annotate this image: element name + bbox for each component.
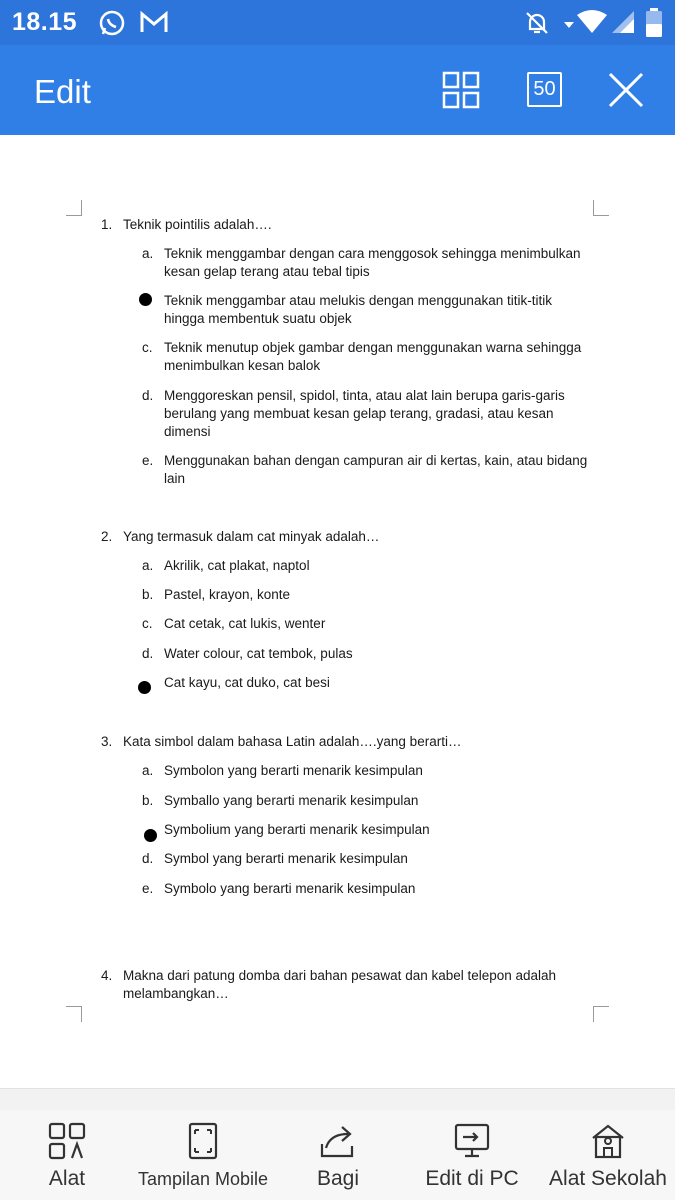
status-bar (0, 0, 675, 45)
answer-mark (139, 293, 152, 306)
school-tools-button[interactable] (544, 1110, 672, 1200)
page-count-button[interactable] (527, 72, 562, 107)
data-arrows-icon (563, 14, 575, 37)
margin-corner-bottom-left (66, 1006, 82, 1022)
question-2-option-a (142, 557, 592, 575)
option-text: Menggunakan bahan dengan campuran air di kertas, kain, atau bidang lain (164, 453, 588, 486)
mobile-view-icon (187, 1122, 219, 1160)
close-button[interactable] (606, 70, 646, 110)
option-text: Akrilik, cat plakat, naptol (164, 558, 310, 573)
margin-corner-top-right (593, 200, 609, 216)
margin-corner-bottom-right (593, 1006, 609, 1022)
question-1-option-b (142, 292, 592, 328)
question-1-option-d (142, 387, 592, 441)
question-1-option-a (142, 245, 592, 281)
option-letter: a. (142, 763, 154, 778)
school-tools-label: Alat Sekolah (549, 1167, 667, 1190)
edit-on-pc-button[interactable] (418, 1110, 526, 1200)
option-text: Symballo yang berarti menarik kesimpulan (164, 793, 419, 808)
gmail-icon (139, 10, 169, 39)
option-text: Symbolo yang berarti menarik kesimpulan (164, 881, 416, 896)
page-title: Edit (34, 73, 91, 110)
question-3-option-b (142, 792, 592, 810)
question-3-option-c (142, 821, 592, 839)
grid-view-button[interactable] (441, 70, 481, 110)
question-2-option-e (142, 674, 592, 692)
question-2 (101, 528, 591, 546)
question-2-option-d (142, 645, 592, 663)
question-number: 1. (101, 217, 113, 232)
question-text: Makna dari patung domba dari bahan pesawat dan kabel telepon adalah melambangkan… (123, 968, 557, 1001)
question-3-option-a (142, 762, 592, 780)
battery-icon (645, 8, 663, 43)
question-4 (101, 967, 591, 1003)
option-text: Symbolium yang berarti menarik kesimpulan (164, 822, 430, 837)
option-letter: b. (142, 587, 154, 602)
option-letter: d. (142, 388, 154, 403)
option-text: Cat cetak, cat lukis, wenter (164, 616, 326, 631)
answer-mark (144, 829, 157, 842)
signal-icon (610, 9, 636, 40)
document-page[interactable] (0, 135, 675, 1088)
option-text: Menggoreskan pensil, spidol, tinta, atau alat lain berupa garis-garis berulang yang membuat kesan gelap terang, gradasi, atau kesan dimensi (164, 388, 565, 439)
bottom-toolbar (0, 1110, 675, 1200)
whatsapp-icon (98, 9, 126, 42)
tools-grid-icon (48, 1122, 86, 1160)
question-1-option-e (142, 452, 592, 488)
question-number: 3. (101, 734, 113, 749)
option-text: Teknik menggambar dengan cara menggosok sehingga menimbulkan kesan gelap terang atau tebal tipis (164, 246, 581, 279)
share-icon (318, 1122, 358, 1160)
grid-view-icon (442, 71, 480, 109)
option-text: Symbol yang berarti menarik kesimpulan (164, 851, 408, 866)
bell-off-icon (523, 9, 551, 42)
option-letter: a. (142, 246, 154, 261)
option-text: Cat kayu, cat duko, cat besi (164, 675, 330, 690)
option-letter: c. (142, 616, 153, 631)
toolbar-divider (0, 1088, 675, 1110)
tools-button[interactable] (28, 1110, 106, 1200)
close-icon (607, 71, 645, 109)
edit-on-pc-icon (452, 1122, 492, 1160)
question-1 (101, 216, 591, 234)
status-time: 18.15 (12, 8, 78, 36)
school-icon (589, 1122, 627, 1160)
option-text: Symbolon yang berarti menarik kesimpulan (164, 763, 423, 778)
option-letter: b. (142, 793, 154, 808)
margin-corner-top-left (66, 200, 82, 216)
question-text: Kata simbol dalam bahasa Latin adalah….yang berarti… (123, 734, 462, 749)
question-text: Yang termasuk dalam cat minyak adalah… (123, 529, 380, 544)
share-label: Bagi (316, 1167, 360, 1190)
question-3 (101, 733, 591, 751)
page-count-value: 50 (533, 78, 556, 100)
question-1-option-c (142, 339, 592, 375)
question-2-option-c (142, 615, 592, 633)
tools-label: Alat (48, 1167, 86, 1190)
question-3-option-d (142, 850, 592, 868)
mobile-view-button[interactable] (135, 1110, 271, 1200)
option-text: Teknik menutup objek gambar dengan menggunakan warna sehingga menimbulkan kesan balok (164, 340, 582, 373)
option-text: Pastel, krayon, konte (164, 587, 291, 602)
app-bar (0, 45, 675, 135)
option-letter: d. (142, 646, 154, 661)
question-number: 2. (101, 529, 113, 544)
question-number: 4. (101, 968, 113, 983)
option-letter: c. (142, 340, 153, 355)
option-letter: a. (142, 558, 154, 573)
answer-mark (138, 681, 151, 694)
question-text: Teknik pointilis adalah…. (123, 217, 272, 232)
mobile-view-label: Tampilan Mobile (137, 1169, 269, 1189)
question-3-option-e (142, 880, 592, 898)
question-2-option-b (142, 586, 592, 604)
edit-on-pc-label: Edit di PC (425, 1167, 519, 1190)
share-button[interactable] (300, 1110, 376, 1200)
option-letter: e. (142, 453, 154, 468)
option-text: Teknik menggambar atau melukis dengan menggunakan titik-titik hingga membentuk suatu objek (164, 293, 552, 326)
wifi-icon (576, 9, 608, 40)
option-text: Water colour, cat tembok, pulas (164, 646, 353, 661)
option-letter: d. (142, 851, 154, 866)
option-letter: e. (142, 881, 154, 896)
